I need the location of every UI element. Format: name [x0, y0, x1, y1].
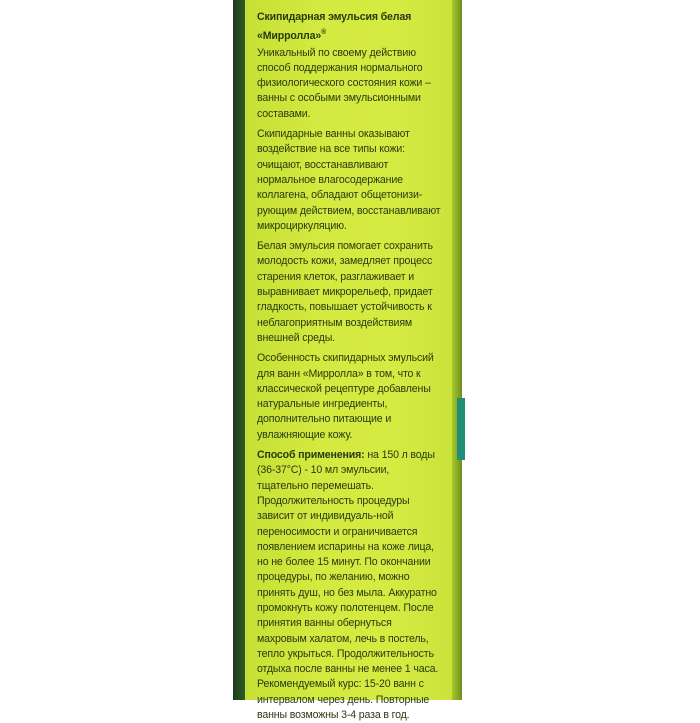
- usage-text: на 150 л воды (36-37°С) - 10 мл эмульсии, тщательно перемешать. Продолжительность процедуры зависит от индивидуаль-ной переносимости и ограничивается появлением испарины на коже лица, но не более 15 минут. По окончании процедуры, по желанию, можно принять душ, но без мыла. Аккуратно промокнуть кожу полотенцем. После принятия ванны обернуться махровым халатом, лечь в постель, тепло укрыться. Продолжительность отдыха после ванны не менее 1 часа. Рекомендуемый курс: 15-20 ванн с интервалом через день. Повторные ванны возможны 3-4 раза в год.: [257, 449, 439, 722]
- usage-label: Способ применения:: [257, 449, 365, 462]
- teal-accent-strip: [457, 398, 465, 460]
- description-paragraph-4: Особенность скипидарных эмульсий для ванн «Мирролла» в том, что к классической рецептуре добавлены натуральные ингредиенты, дополнительно питающие и увлажняющие кожу.: [257, 352, 434, 441]
- description-paragraph-3: Белая эмульсия помогает сохранить молодость кожи, замедляет процесс старения клеток, разглаживает и выравнивает микрорельеф, придает гладкость, повышает устойчивость к неблагоприятным воздействиям внешней среды.: [257, 240, 433, 344]
- package-text: [257, 10, 443, 723]
- registered-mark: ®: [321, 29, 327, 37]
- title-line-2: «Мирролла»: [257, 30, 322, 43]
- title-line-1: Скипидарная эмульсия белая: [257, 11, 412, 23]
- description-paragraph-2: Скипидарные ванны оказывают воздействие на все типы кожи: очищают, восстанавливают нормальное влагосодержание коллагена, обладают общетонизи-рующим действием, восстанавливают микроциркуляцию.: [257, 128, 441, 232]
- product-title: [257, 10, 443, 45]
- usage-instructions: [257, 448, 443, 723]
- description-paragraph-1: Уникальный по своему действию способ поддержания нормального физиологического состояния кожи – ванны с особыми эмульсионными составами.: [257, 46, 431, 120]
- box-right-edge: [452, 0, 462, 700]
